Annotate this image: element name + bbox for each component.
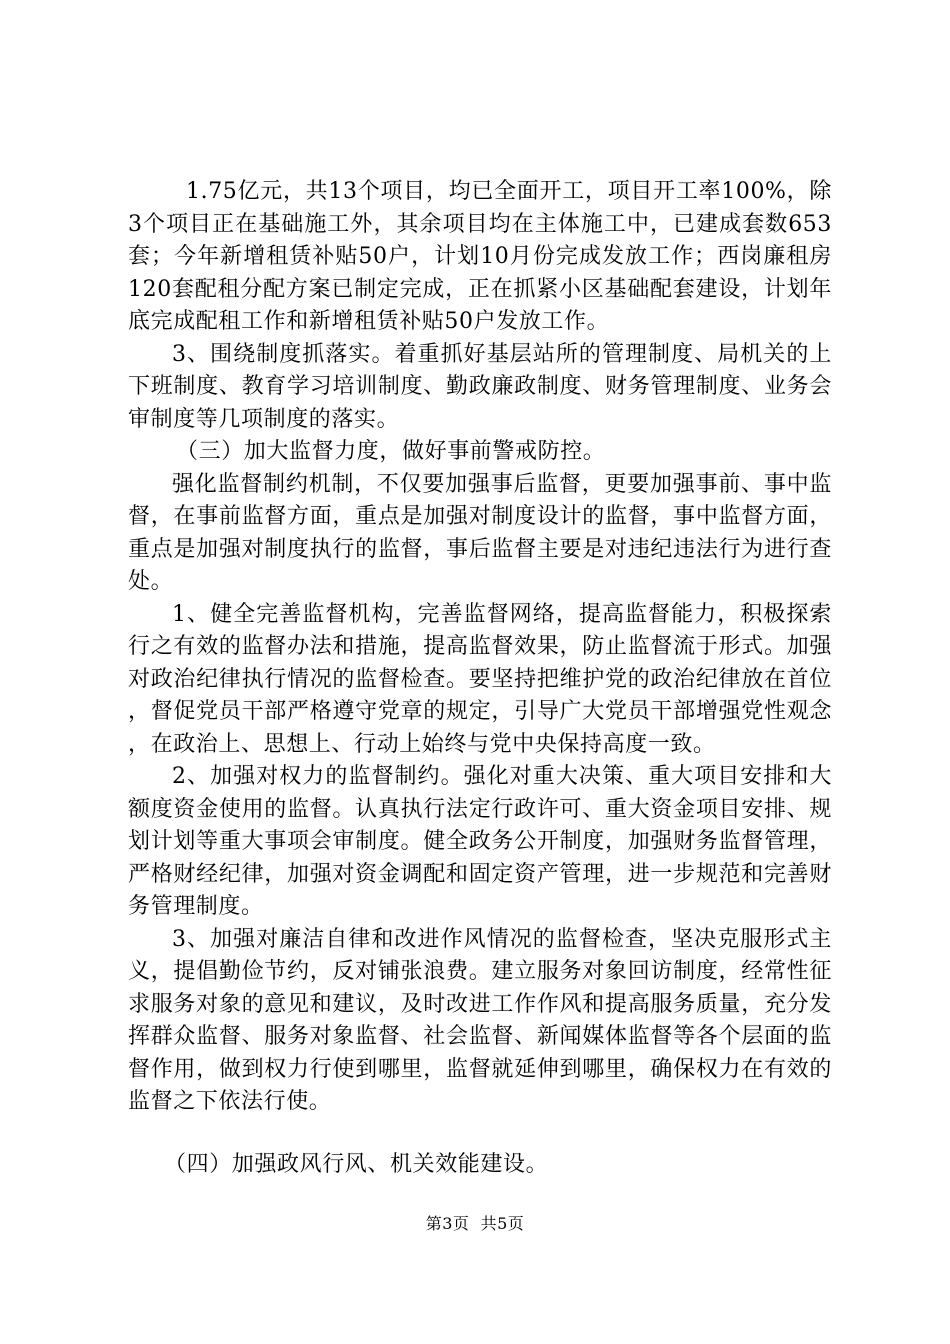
- paragraph-power-supervision: 2、加强对权力的监督制约。强化对重大决策、重大项目安排和大额度资金使用的监督。认真执行法定行政许可、重大资金项目安排、规划计划等重大事项会审制度。健全政务公开制度，加强财务监督管理，严格财经纪律，加强对资金调配和固定资产管理，进一步规范和完善财务管理制度。: [128, 764, 832, 919]
- document-body: [128, 176, 832, 1181]
- page-footer: [0, 1214, 950, 1234]
- section-heading-supervision: （三）加大监督力度，做好事前警戒防控。: [176, 439, 606, 464]
- paragraph-housing-progress: 1.75亿元，共13个项目，均已全面开工，项目开工率100%，除3个项目正在基础施工外，其余项目均在主体施工中，已建成套数653套；今年新增租赁补贴50户，计划10月份完成发放工作；西岗廉租房120套配租分配方案已制定完成，正在抓紧小区基础配套建设，计划年底完成配租工作和新增租赁补贴50户发放工作。: [128, 179, 832, 334]
- section-heading-efficiency: （四）加强政风行风、机关效能建设。: [164, 1151, 549, 1177]
- paragraph-supervision-network: 1、健全完善监督机构，完善监督网络，提高监督能力，积极探索行之有效的监督办法和措施，提高监督效果，防止监督流于形式。加强对政治纪律执行情况的监督检查。要坚持把维护党的政治纪律放在首位，督促党员干部严格遵守党章的规定，引导广大党员干部增强党性观念，在政治上、思想上、行动上始终与党中央保持高度一致。: [128, 601, 832, 757]
- paragraph-supervision-mechanism: 强化监督制约机制，不仅要加强事后监督，更要加强事前、事中监督，在事前监督方面，重点是加强对制度设计的监督，事中监督方面，重点是加强对制度执行的监督，事后监督主要是对违纪违法行为进行查处。: [128, 471, 832, 594]
- paragraph-integrity-inspection: 3、加强对廉洁自律和改进作风情况的监督检查，坚决克服形式主义，提倡勤俭节约，反对铺张浪费。建立服务对象回访制度，经常性征求服务对象的意见和建议，及时改进工作作风和提高服务质量，充分发挥群众监督、服务对象监督、社会监督、新闻媒体监督等各个层面的监督作用，做到权力行使到哪里，监督就延伸到哪里，确保权力在有效的监督之下依法行使。: [128, 926, 832, 1114]
- page-number-label: 第3页 共5页: [425, 1214, 525, 1233]
- paragraph-system-implementation: 3、围绕制度抓落实。着重抓好基层站所的管理制度、局机关的上下班制度、教育学习培训制度、勤政廉政制度、财务管理制度、业务会审制度等几项制度的落实。: [128, 341, 832, 432]
